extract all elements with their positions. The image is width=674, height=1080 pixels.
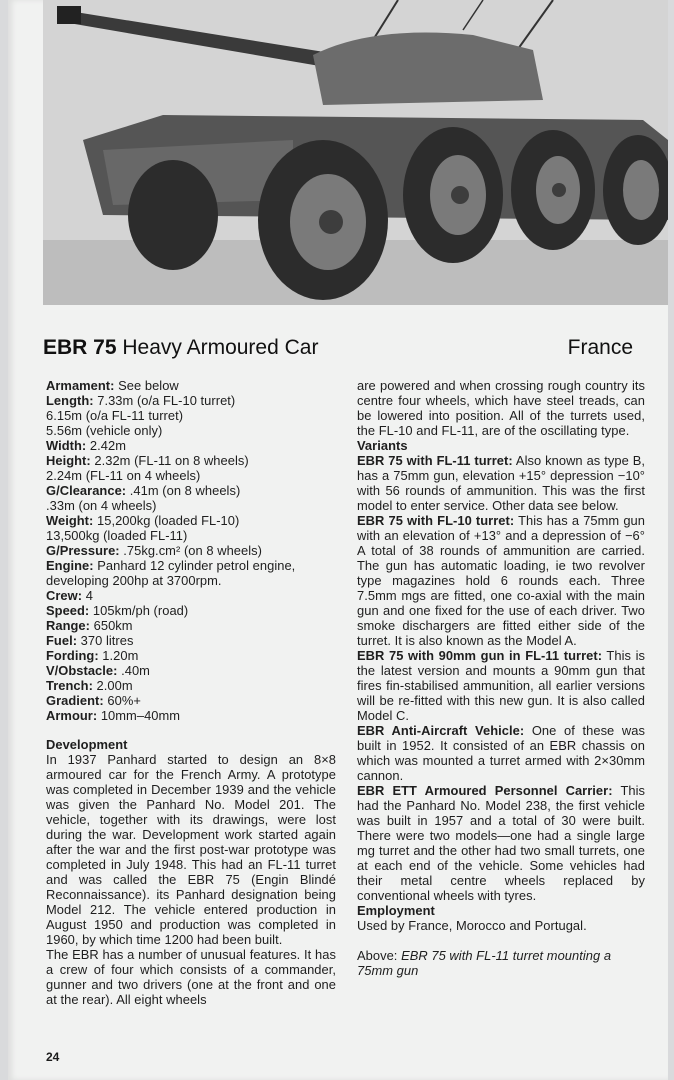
spec-label: Width: <box>46 438 87 453</box>
employment-heading <box>357 903 645 918</box>
spec-label: Gradient: <box>46 693 104 708</box>
spec-label: Range: <box>46 618 90 633</box>
spec-row <box>46 438 336 453</box>
spec-label: Speed: <box>46 603 90 618</box>
development-paragraph-2b: are powered and when crossing rough country its centre four wheels, which have steel treads, can be lowered into position. All of the turrets used, the FL-10 and FL-11, are of the oscillating type. <box>357 378 645 438</box>
photo-caption <box>357 948 645 978</box>
right-column <box>357 378 645 978</box>
variant-item <box>357 648 645 723</box>
left-column <box>46 378 336 1007</box>
spec-value: 7.33m (o/a FL-10 turret) <box>93 393 236 408</box>
spec-value: 10mm–40mm <box>97 708 181 723</box>
spec-value: 4 <box>82 588 93 603</box>
variants-list <box>357 453 645 903</box>
variant-label: EBR 75 with 90mm gun in FL-11 turret: <box>357 648 603 663</box>
spec-value: Panhard 12 cylinder petrol engine, <box>93 558 296 573</box>
spec-value: 1.20m <box>98 648 139 663</box>
variant-label: EBR 75 with FL-10 turret: <box>357 513 515 528</box>
spec-value: See below <box>114 378 179 393</box>
spec-row <box>46 573 336 588</box>
spec-value: 15,200kg (loaded FL-10) <box>93 513 240 528</box>
spec-value: 650km <box>90 618 133 633</box>
spec-row <box>46 513 336 528</box>
spec-value: 5.56m (vehicle only) <box>46 423 163 438</box>
spec-row <box>46 708 336 723</box>
spec-value: 2.32m (FL-11 on 8 wheels) <box>90 453 249 468</box>
spec-row <box>46 618 336 633</box>
employment-text: Used by France, Morocco and Portugal. <box>357 918 587 933</box>
country-label: France <box>567 336 633 359</box>
spec-row <box>46 378 336 393</box>
spec-value: 2.42m <box>86 438 126 453</box>
spec-value: 2.24m (FL-11 on 4 wheels) <box>46 468 201 483</box>
caption-text: EBR 75 with FL-11 turret mounting a 75mm gun <box>357 948 612 978</box>
spec-row <box>46 543 336 558</box>
spec-label: Length: <box>46 393 94 408</box>
development-paragraph-2a: The EBR has a number of unusual features. It has a crew of four which consists of a commander, gunner and two drivers (one at the front and one at the rear). All eight wheels <box>46 947 336 1007</box>
variant-text: This has a 75mm gun with an elevation of +13° and a depression of −6° A total of 38 rounds of ammunition are carried. The gun has automatic loading, ie two revolver type magazines hold 6 rounds each. Three 7.5mm mgs are fitted, one co-axial with the main gun and one fixed for the use of each driver. Two smoke dischargers are fitted either side of the turret. It is also known as the Model A. <box>357 513 645 648</box>
variant-item <box>357 783 645 903</box>
employment-heading-text: Employment <box>357 903 435 918</box>
development-paragraph-1: In 1937 Panhard started to design an 8×8 armoured car for the French Army. A prototype was completed in December 1939 and the vehicle was given the Panhard No. Model 201. The vehicle, together with its drawings, were lost during the war. Development work started again after the war and the first post-war prototype was completed in July 1948. This had an FL-11 turret and was called the EBR 75 (Engin Blindé Reconnaissance). its Panhard designation being Model 212. The vehicle entered production in August 1950 and production was completed in 1960, by which time 1200 had been built. <box>46 752 336 947</box>
spec-value: 105km/ph (road) <box>89 603 189 618</box>
spec-label: Height: <box>46 453 91 468</box>
spec-label: Engine: <box>46 558 94 573</box>
spec-value: .75kg.cm² (on 8 wheels) <box>119 543 262 558</box>
development-heading: Development <box>46 737 128 752</box>
variant-text: This is the latest version and mounts a 90mm gun that fires fin-stabilised ammunition, all earlier versions will be re-fitted with this new gun. It is also called Model C. <box>357 648 645 723</box>
variant-item <box>357 723 645 783</box>
armoured-car-photo <box>43 0 668 305</box>
spec-row <box>46 588 336 603</box>
spec-row <box>46 483 336 498</box>
spec-row <box>46 408 336 423</box>
spec-row <box>46 528 336 543</box>
spec-row <box>46 648 336 663</box>
spec-label: Armour: <box>46 708 98 723</box>
book-page <box>8 0 668 1080</box>
vehicle-title <box>43 336 318 360</box>
variants-heading-text: Variants <box>357 438 408 453</box>
spec-row <box>46 423 336 438</box>
spec-label: Trench: <box>46 678 93 693</box>
vehicle-description: Heavy Armoured Car <box>122 336 319 359</box>
spec-label: Fording: <box>46 648 99 663</box>
spec-value: .33m (on 4 wheels) <box>46 498 157 513</box>
spec-label: V/Obstacle: <box>46 663 118 678</box>
variants-heading <box>357 438 645 453</box>
spec-label: Fuel: <box>46 633 78 648</box>
spec-row <box>46 678 336 693</box>
spec-value: .41m (on 8 wheels) <box>126 483 241 498</box>
spec-value: 2.00m <box>92 678 133 693</box>
spec-row <box>46 603 336 618</box>
spec-label: Armament: <box>46 378 115 393</box>
spec-row <box>46 693 336 708</box>
vehicle-name: EBR 75 <box>43 336 117 359</box>
variant-text: One of these was built in 1952. It consisted of an EBR chassis on which was mounted a turret armed with 2×30mm cannon. <box>357 723 646 783</box>
caption-label: Above: <box>357 948 398 963</box>
variant-label: EBR 75 with FL-11 turret: <box>357 453 513 468</box>
armoured-car-illustration <box>43 0 668 305</box>
spec-row <box>46 468 336 483</box>
spec-row <box>46 633 336 648</box>
spec-label: G/Clearance: <box>46 483 127 498</box>
variant-text: Also known as type B, has a 75mm gun, elevation +15° depression −10° with 56 rounds of ammunition. This was the first model to enter service. Other data see below. <box>357 453 645 513</box>
spec-label: Crew: <box>46 588 83 603</box>
variant-label: EBR Anti-Aircraft Vehicle: <box>357 723 525 738</box>
spec-label: Weight: <box>46 513 94 528</box>
spec-row <box>46 453 336 468</box>
spec-value: developing 200hp at 3700rpm. <box>46 573 222 588</box>
spec-row <box>46 498 336 513</box>
variant-item <box>357 513 645 648</box>
article-title <box>43 336 633 366</box>
spec-value: 13,500kg (loaded FL-11) <box>46 528 188 543</box>
spec-row <box>46 558 336 573</box>
variant-item <box>357 453 645 513</box>
spec-list <box>46 378 336 723</box>
spec-row <box>46 663 336 678</box>
variant-label: EBR ETT Armoured Personnel Carrier: <box>357 783 613 798</box>
page-number: 24 <box>46 1050 60 1064</box>
spec-value: .40m <box>117 663 150 678</box>
spec-value: 6.15m (o/a FL-11 turret) <box>46 408 184 423</box>
spec-value: 60%+ <box>103 693 141 708</box>
variant-text: This had the Panhard No. Model 238, the first vehicle was built in 1957 and a total of 30 were built. There were two models—one had a single large mg turret and the other had two small turrets, one at each end of the vehicle. Some vehicles had their metal centre wheels replaced by conventional wheels with tyres. <box>357 783 646 903</box>
spec-label: G/Pressure: <box>46 543 120 558</box>
spec-value: 370 litres <box>77 633 134 648</box>
spec-row <box>46 393 336 408</box>
